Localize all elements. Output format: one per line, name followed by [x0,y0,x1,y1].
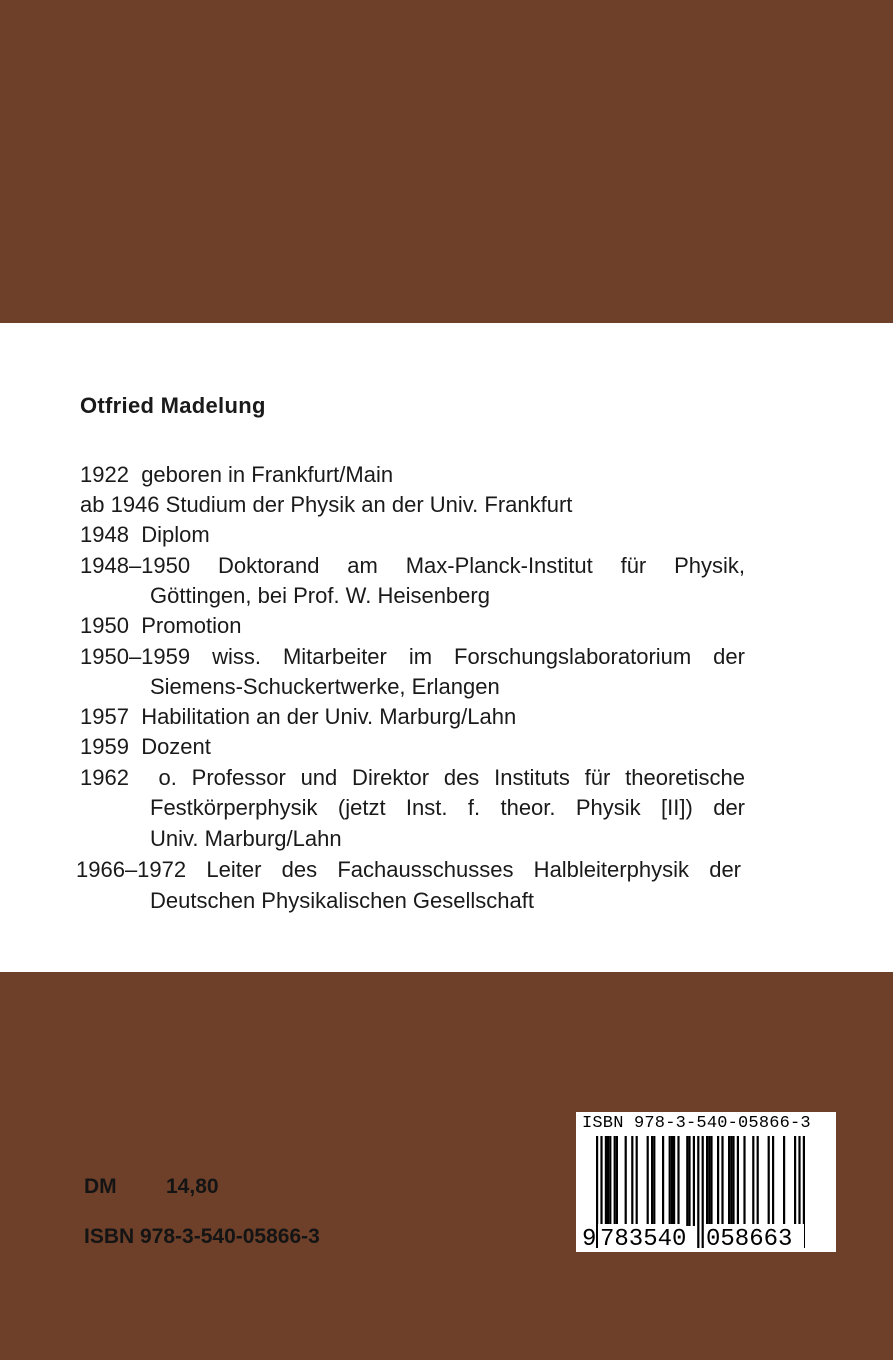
bio-entry-continuation: Festkörperphysik (jetzt Inst. f. theor. Physik [II]) der [150,795,745,820]
barcode-bar [673,1136,675,1226]
barcode-bar [647,1136,649,1226]
bio-entry-continuation: Univ. Marburg/Lahn [150,826,342,851]
barcode-bar [651,1136,653,1226]
barcode-bar [702,1136,704,1248]
bio-entry-first-line: 1948 Diplom [80,522,210,547]
barcode-bar [710,1136,712,1226]
barcode-bar [730,1136,732,1226]
barcode-bar [631,1136,633,1226]
barcode-bar [783,1136,785,1226]
barcode-bar [653,1136,655,1226]
barcode-bar [686,1136,688,1226]
barcode-left-digits: 783540 [600,1226,687,1252]
bio-entry-first-line: 1962 o. Professor und Direktor des Instituts für theoretische [80,765,745,790]
barcode-graphic [576,1112,836,1252]
bio-entry-continuation: Deutschen Physikalischen Gesellschaft [150,888,534,913]
bio-entry-continuation: Siemens-Schuckertwerke, Erlangen [150,674,500,699]
isbn-number: ISBN 978-3-540-05866-3 [84,1225,320,1248]
barcode-bar [669,1136,671,1226]
barcode-bar [717,1136,719,1226]
bio-entry-first-line: 1959 Dozent [80,734,211,759]
barcode-bar [768,1136,770,1226]
price-amount: 14,80 [166,1175,219,1198]
bio-entry-continuation: Göttingen, bei Prof. W. Heisenberg [150,583,490,608]
barcode-bar [625,1136,627,1226]
barcode-bar [616,1136,618,1226]
barcode-bar [772,1136,774,1226]
bio-entry-first-line: 1950 Promotion [80,613,242,638]
barcode-bar [752,1136,754,1226]
barcode-bar [697,1136,699,1248]
barcode-bar [636,1136,638,1226]
barcode-bar [671,1136,673,1226]
barcode-bar [732,1136,734,1226]
barcode-lead-digit: 9 [582,1226,597,1252]
bio-entry-first-line: 1948–1950 Doktorand am Max-Planck-Institut für Physik, [80,553,745,578]
barcode-right-digits: 058663 [706,1226,793,1252]
barcode-bar [693,1136,695,1226]
bio-entry-first-line: 1957 Habilitation an der Univ. Marburg/Lahn [80,704,517,729]
barcode-bar [614,1136,616,1226]
bio-entry-first-line: 1922 geboren in Frankfurt/Main [80,462,394,487]
barcode-bar [728,1136,730,1226]
bio-entry-first-line: 1950–1959 wiss. Mitarbeiter im Forschungslaboratorium der [80,644,745,669]
barcode-bar [721,1136,723,1226]
barcode-bar [605,1136,607,1226]
barcode-bar [677,1136,679,1226]
barcode-bar [794,1136,796,1226]
barcode-bar [706,1136,708,1226]
barcode-bar [662,1136,664,1226]
price-currency: DM [84,1175,117,1198]
barcode-bar [688,1136,690,1226]
bio-entry-first-line: 1966–1972 Leiter des Fachausschusses Halbleiterphysik der [76,857,741,882]
isbn-barcode [576,1112,836,1252]
barcode-isbn-header: ISBN 978-3-540-05866-3 [582,1114,811,1133]
barcode-bar [737,1136,739,1226]
barcode-bar [609,1136,611,1226]
author-name: Otfried Madelung [80,393,266,418]
barcode-bar [757,1136,759,1226]
barcode-bar [607,1136,609,1226]
barcode-bar [708,1136,710,1226]
barcode-bar [743,1136,745,1226]
bio-entry-first-line: ab 1946 Studium der Physik an der Univ. Frankfurt [80,492,573,517]
